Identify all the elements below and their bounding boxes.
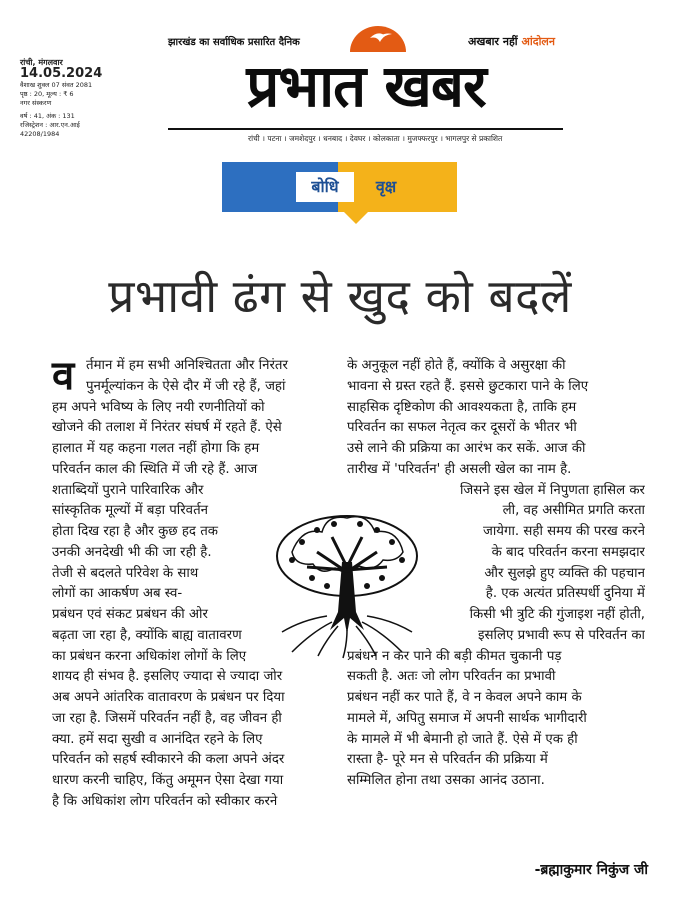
article-line: प्रबंधन न कर पाने की बड़ी कीमत चुकानी पड़ bbox=[347, 648, 562, 664]
issue-meta bbox=[20, 58, 120, 139]
article-line: उनकी अनदेखी भी की जा रही है. bbox=[52, 544, 212, 560]
edition-name: नगर संस्करण bbox=[20, 99, 52, 107]
article-line: तेजी से बदलते परिवेश के साथ bbox=[52, 565, 199, 581]
article-line: का प्रबंधन करना अधिकांश लोगों के लिए bbox=[52, 648, 247, 664]
article-line: पुनर्मूल्यांकन के ऐसे दौर में जी रहे हैं, जहां bbox=[86, 378, 286, 394]
article-line: बढ़ता जा रहा है, क्योंकि बाह्य वातावरण bbox=[52, 627, 242, 643]
article-line: परिवर्तन काल की स्थिति में जी रहे हैं. आज bbox=[52, 461, 258, 477]
article-line: किसी भी त्रुटि की गुंजाइश नहीं होती, bbox=[469, 607, 645, 622]
article-line: के बाद परिवर्तन करना समझदार bbox=[491, 544, 645, 560]
section-word-vriksh: वृक्ष bbox=[375, 177, 397, 196]
banyan-tree-icon bbox=[272, 512, 422, 660]
article-line: प्रबंधन नहीं कर पाते हैं, वे न केवल अपने काम के bbox=[347, 690, 582, 705]
article-line: सांस्कृतिक मूल्यों में बड़ा परिवर्तन bbox=[52, 503, 209, 519]
article-line: परिवर्तन का सफल नेतृत्व कर दूसरों के भीतर भी bbox=[347, 420, 577, 436]
article-line: मामले में, अपितु समाज में अपनी सार्थक भागीदारी bbox=[347, 710, 587, 726]
article-line: और सुलझे हुए व्यक्ति की पहचान bbox=[484, 565, 645, 581]
slogan-highlight: आंदोलन bbox=[521, 35, 555, 48]
issue-date: 14.05.2024 bbox=[20, 66, 103, 81]
newspaper-masthead bbox=[0, 0, 678, 160]
hindi-date: वैशाख शुक्ल 07 संवत 2081 bbox=[20, 81, 93, 89]
article-line: लोगों का आकर्षण अब स्व- bbox=[52, 586, 183, 602]
article-line: प्रबंधन एवं संकट प्रबंधन की ओर bbox=[52, 607, 208, 622]
article-line: अब अपने आंतरिक वातावरण के प्रबंधन पर दिया bbox=[52, 690, 285, 705]
article-line: जायेगा. सही समय की परख करने bbox=[482, 524, 645, 539]
article-line: भावना से ग्रस्त रहते हैं. इससे छुटकारा पाने के लिए bbox=[347, 378, 589, 394]
article-line: हालात में यह कहना गलत नहीं होगा कि हम bbox=[52, 441, 260, 456]
article-line: के अनुकूल नहीं होते हैं, क्योंकि वे असुरक्षा की bbox=[347, 358, 566, 373]
article-line: तारीख में 'परिवर्तन' ही असली खेल का नाम है. bbox=[347, 461, 572, 477]
article-line: खोजने की तलाश में निरंतर संघर्ष में रहते हैं. ऐसे bbox=[52, 420, 282, 436]
editions-list: रांची । पटना । जमशेदपुर । धनबाद । देवघर । कोलकाता । मुजफ्फरपुर । भागलपुर से प्रकाशित bbox=[248, 134, 503, 143]
article-line: उसे लाने की प्रक्रिया का आरंभ कर सकें. आज की bbox=[347, 441, 586, 456]
article-line: के मामले में भी बेमानी हो जाते हैं. ऐसे में एक ही bbox=[347, 731, 578, 747]
article-line: शताब्दियों पुराने पारिवारिक और bbox=[52, 482, 204, 498]
masthead-tagline: झारखंड का सर्वाधिक प्रसारित दैनिक bbox=[168, 37, 300, 48]
drop-cap: व bbox=[52, 353, 75, 399]
article-line: होता दिख रहा है और कुछ हद तक bbox=[52, 524, 218, 539]
article-byline: -ब्रह्माकुमार निकुंज जी bbox=[534, 862, 648, 878]
article-line: र्तमान में हम सभी अनिश्चितता और निरंतर bbox=[86, 358, 288, 373]
article-line: है. एक अत्यंत प्रतिस्पर्धी दुनिया में bbox=[485, 586, 645, 602]
article-line: धारण करनी चाहिए, किंतु अमूमन ऐसा देखा गया bbox=[52, 773, 284, 788]
section-word-bodhi: बोधि bbox=[311, 177, 339, 196]
article-line: रास्ता है- पूरे मन से परिवर्तन की प्रक्रिया में bbox=[347, 752, 548, 768]
article-line: शायद ही संभव है. इसलिए ज्यादा से ज्यादा जोर bbox=[52, 669, 283, 685]
registration-number: रजिस्ट्रेशन : आर.एन.आई 42208/1984 bbox=[20, 121, 80, 138]
article-line: साहसिक दृष्टिकोण की आवश्यकता है, ताकि हम bbox=[347, 399, 577, 415]
section-banner bbox=[222, 162, 457, 224]
article-line: सम्मिलित होना तथा उसका आनंद उठाना. bbox=[347, 773, 545, 788]
banner-pointer bbox=[344, 212, 368, 224]
article-headline: प्रभावी ढंग से खुद को बदलें bbox=[108, 269, 572, 323]
city-day: रांची, मंगलवार bbox=[20, 58, 63, 67]
article-line: ली, वह असीमित प्रगति करता bbox=[502, 503, 645, 519]
article-line: है कि अधिकांश लोग परिवर्तन को स्वीकार करने bbox=[52, 793, 278, 809]
masthead-rule bbox=[168, 128, 563, 130]
pages-price: पृष्ठ : 20, मूल्य : ₹ 6 bbox=[20, 90, 74, 98]
masthead-slogan bbox=[468, 34, 555, 49]
slogan-prefix: अखबार नहीं bbox=[468, 35, 518, 48]
volume-issue: वर्ष : 41, अंक : 131 bbox=[20, 112, 75, 120]
article-line: इसलिए प्रभावी रूप से परिवर्तन का bbox=[478, 627, 645, 643]
article-line: जिसने इस खेल में निपुणता हासिल कर bbox=[459, 482, 645, 498]
article-line: हम अपने भविष्य के लिए नयी रणनीतियों को bbox=[52, 399, 265, 415]
article-line: सकती है. अतः जो लोग परिवर्तन का प्रभावी bbox=[347, 669, 556, 685]
article-line: परिवर्तन को सहर्ष स्वीकारने की कला अपने अंदर bbox=[52, 752, 285, 768]
article-line: जा रहा है. जिसमें परिवर्तन नहीं है, वह जीवन ही bbox=[52, 710, 282, 726]
article-line: क्या. हमें सदा सुखी व आनंदित रहने के लिए bbox=[52, 731, 263, 747]
newspaper-title: प्रभात खबर bbox=[246, 52, 486, 120]
